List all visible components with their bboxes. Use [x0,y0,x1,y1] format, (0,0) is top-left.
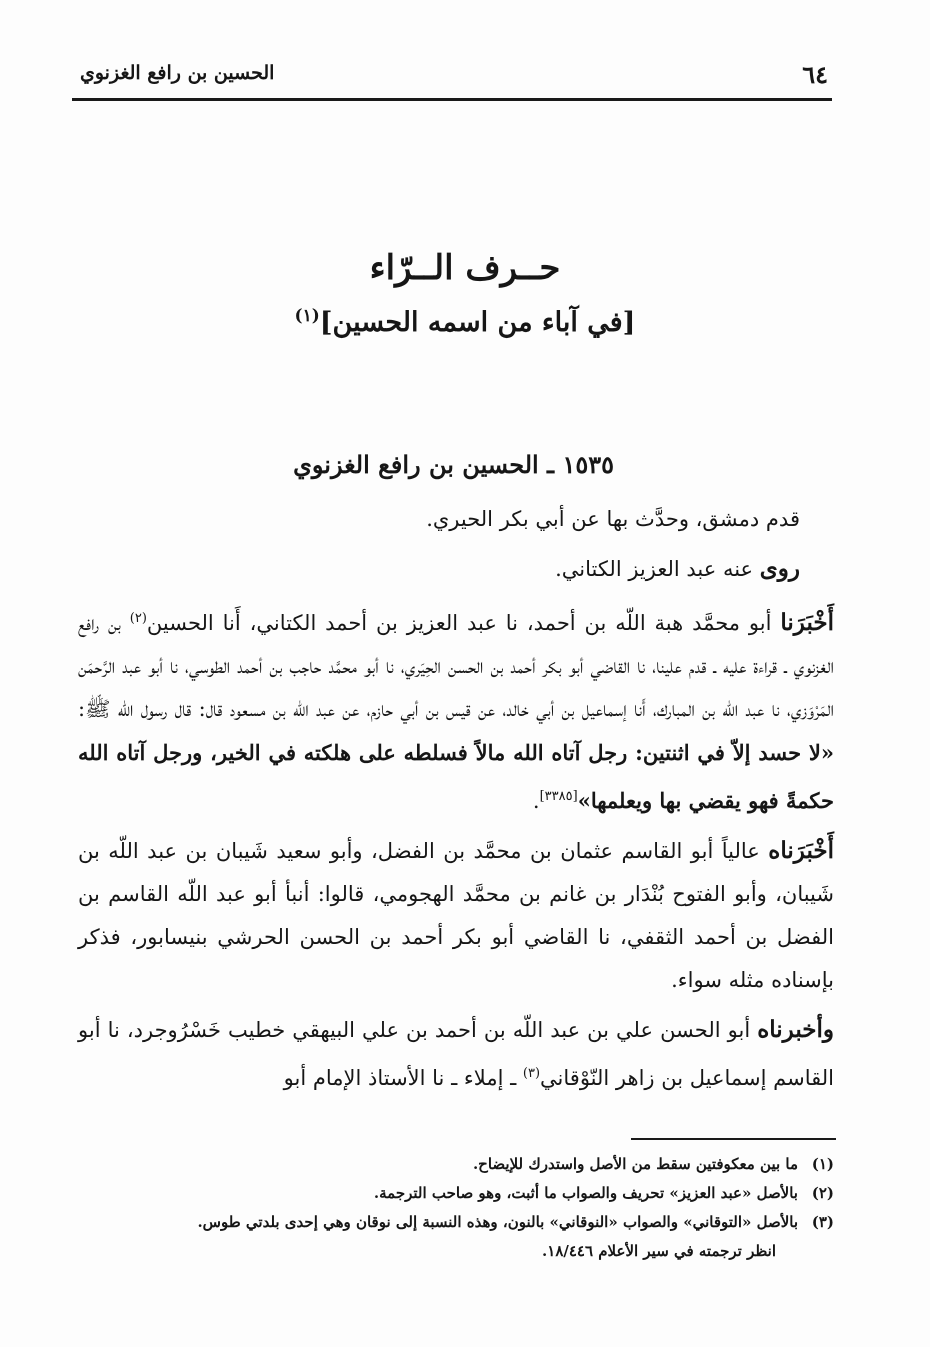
footnote-3 [86,1208,834,1237]
footnote-1 [86,1150,834,1179]
entry-heading: ١٥٣٥ ـ الحسين بن رافع الغزنوي [293,450,614,479]
paragraph-3 [78,597,834,823]
paragraph-5-lead: وأخبرناه [757,1016,834,1043]
footnote-marker-2: (٢) [129,611,147,626]
paragraph-4-text: عالياً أبو القاسم عثمان بن محمَّد بن الفضل، وأبو سعيد شَيبان بن عبد اللّه بن شَيبان، وأبو الفتوح بُنْدَار بن غانم بن محمَّد الهجومي، قالوا: أنبأ أبو عبد اللّه القاسم بن الفضل بن أحمد الثقفي، نا القاضي أبو بكر أحمد بن الحسن الحرشي بنيسابور، فذكر بإسناده مثله سواء. [78,839,834,992]
footnote-1-text: ما بين معكوفتين سقط من الأصل واستدرك للإيضاح. [472,1155,798,1173]
footnote-3-text: بالأصل «التوقاني» والصواب «النوقاني» بالنون، وهذه النسبة إلى نوقان وهي إحدى بلدتي طوس. [197,1213,798,1231]
footnotes [86,1150,834,1266]
entry-body [78,498,834,1106]
paragraph-5-text-a: أبو الحسن علي بن عبد اللّه بن أحمد بن علي البيهقي خطيب خَسْرُوجرد، نا أبو القاسم إسماعيل بن زاهر النّوْقاني [78,1018,834,1090]
paragraph-3-text-a: أبو محمَّد هبة اللّه بن أحمد، نا عبد العزيز بن أحمد الكتاني، أَنا الحسين [146,611,781,635]
paragraph-2-lead: روى [759,555,800,582]
paragraph-3-lead: أَخْبَرَنا [780,609,834,636]
footnote-3-continuation: انظر ترجمته في سير الأعلام ١٨/٤٤٦. [542,1242,776,1260]
footnote-separator [631,1138,836,1140]
hadith-reference-number: [٣٣٨٥] [539,789,578,804]
footnote-1-number: (١) [811,1155,834,1173]
paragraph-4 [78,829,834,1002]
footnote-2-text: بالأصل «عبد العزيز» تحريف والصواب ما أثبت، وهو صاحب الترجمة. [373,1184,798,1202]
running-title: الحسين بن رافع الغزنوي [80,62,275,84]
paragraph-2-text: عنه عبد العزيز الكتاني. [555,557,760,581]
paragraph-1: قدم دمشق، وحدَّث بها عن أبي بكر الحيري. [426,507,800,531]
page-number: ٦٤ [802,60,828,89]
chapter-subtitle [0,306,930,338]
hadith-text: «لا حسد إلاّ في اثنتين: رجل آتاه الله مالاً فسلطه على هلكته في الخير، ورجل آتاه الله حكمةً فهو يقضي بها ويعلمها» [78,740,834,813]
paragraph-5 [78,1008,834,1100]
footnote-2-number: (٢) [811,1184,834,1202]
paragraph-2 [78,547,834,591]
paragraph-5-text-b: ـ إملاء ـ نا الأستاذ الإمام أبو [283,1066,523,1090]
page-header [72,58,832,101]
paragraph-3-text-b: بن رافع الغزنوي ـ قراءة عليه ـ قدم علينا، نا القاضي أبو بكر أحمد بن الحسن الحِيَري، نا أبو محمَّد حاجب بن أحمد الطوسي، نا أبو عبد الرَّحمَن المَرْوَزي، نا عبد اللّه بن المبارك، أَنا إسماعيل بن أبي خالد، عن قيس بن أبي حازم، عن عبد اللّه بن مسعود قال: قال رسول الله ﷺ: [78,611,834,721]
footnote-marker-3: (٣) [522,1066,541,1081]
footnote-2 [86,1179,834,1208]
paragraph-4-lead: أَخْبَرَناه [768,837,834,864]
chapter-title: حــرف الــرّاء [369,248,561,288]
footnote-marker-1: (١) [294,306,320,326]
footnote-3-number: (٣) [811,1213,834,1231]
paragraph-3-end: . [532,789,540,813]
chapter-subtitle-text: [في آباء من اسمه الحسين] [319,307,636,338]
